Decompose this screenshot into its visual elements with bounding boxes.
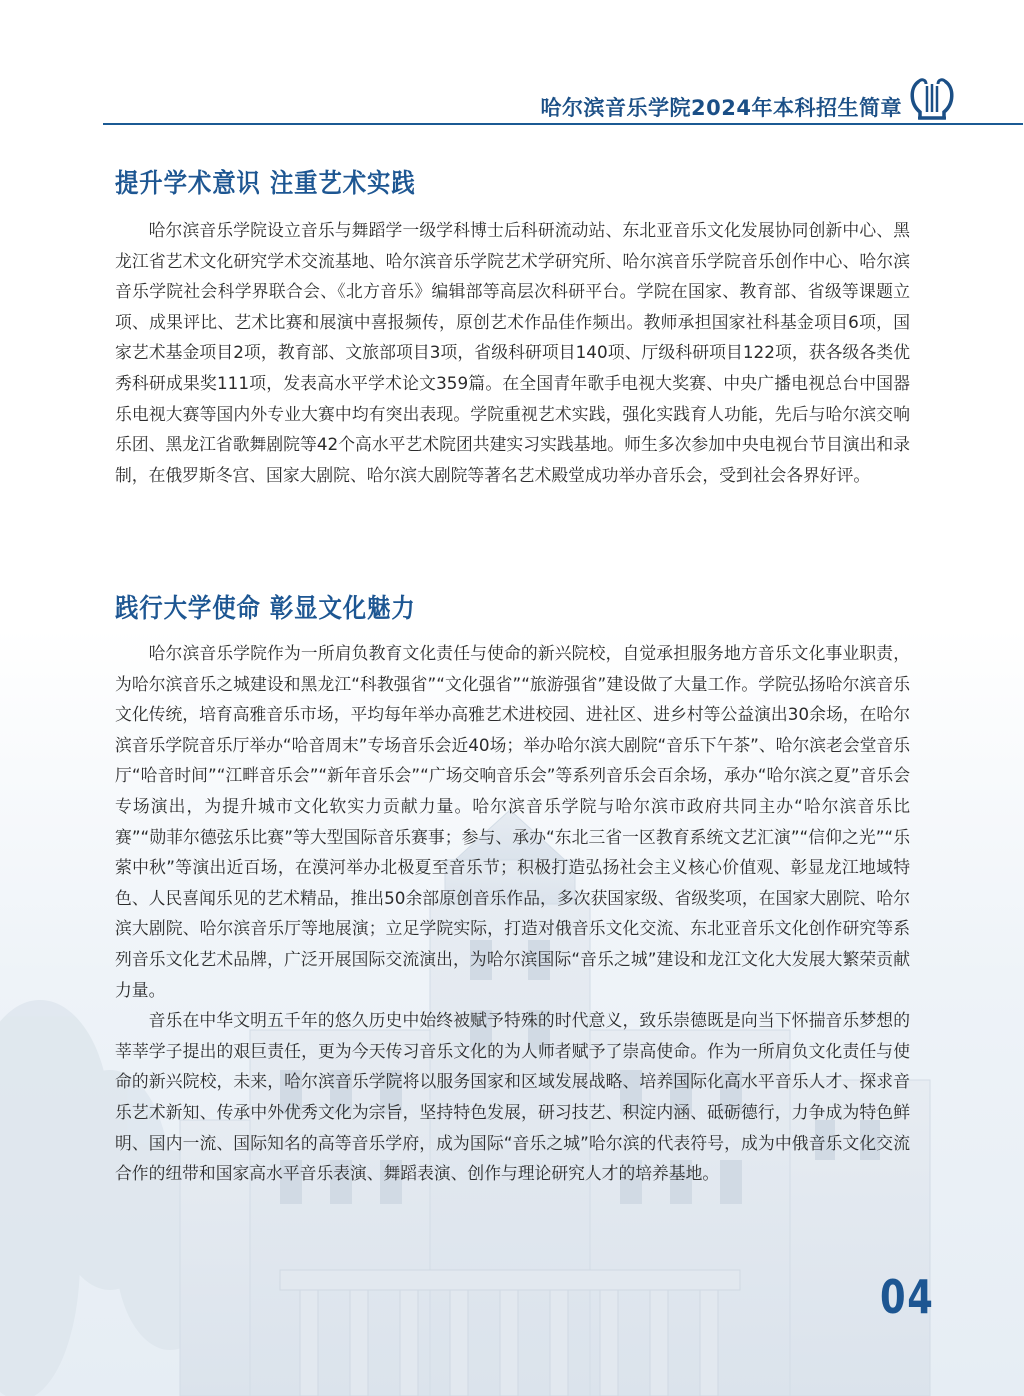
section-paragraph: 音乐在中华文明五千年的悠久历史中始终被赋予特殊的时代意义，致乐崇德既是向当下怀揣音乐梦想的莘莘学子提出的艰巨责任，更为今天传习音乐文化的为人师者赋予了崇高使命。作为一所肩负文化责任与使命的新兴院校，未来，哈尔滨音乐学院将以服务国家和区域发展战略、培养国际化高水平音乐人才、探求音乐艺术新知、传承中外优秀文化为宗旨，坚持特色发展，研习技艺、积淀内涵、砥砺德行，力争成为特色鲜明、国内一流、国际知名的高等音乐学府，成为国际“音乐之城”哈尔滨的代表符号，成为中俄音乐文化交流合作的纽带和国家高水平音乐表演、舞蹈表演、创作与理论研究人才的培养基地。 [115,1010,910,1184]
section-paragraph: 哈尔滨音乐学院作为一所肩负教育文化责任与使命的新兴院校，自觉承担服务地方音乐文化事业职责，为哈尔滨音乐之城建设和黑龙江“科教强省”“文化强省”“旅游强省”建设做了大量工作。学院弘扬哈尔滨音乐文化传统，培育高雅音乐市场，平均每年举办高雅艺术进校园、进社区、进乡村等公益演出30余场，在哈尔滨音乐学院音乐厅举办“哈音周末”专场音乐会近40场；举办哈尔滨大剧院“音乐下午茶”、哈尔滨老会堂音乐厅“哈音时间”“江畔音乐会”“新年音乐会”“广场交响音乐会”等系列音乐会百余场，承办“哈尔滨之夏”音乐会专场演出，为提升城市文化软实力贡献力量。哈尔滨音乐学院与哈尔滨市政府共同主办“哈尔滨音乐比赛”“勋菲尔德弦乐比赛”等大型国际音乐赛事；参与、承办“东北三省一区教育系统文艺汇演”“信仰之光”“乐萦中秋”等演出近百场，在漠河举办北极夏至音乐节；积极打造弘扬社会主义核心价值观、彰显龙江地域特色、人民喜闻乐见的艺术精品，推出50余部原创音乐作品，多次获国家级、省级奖项，在国家大剧院、哈尔滨大剧院、哈尔滨音乐厅等地展演；立足学院实际，打造对俄音乐文化交流、东北亚音乐文化创作研究等系列音乐文化艺术品牌，广泛开展国际交流演出，为哈尔滨国际“音乐之城”建设和龙江文化大发展大繁荣贡献力量。 [115,643,910,1000]
lyre-icon [906,74,958,124]
section-paragraph: 哈尔滨音乐学院设立音乐与舞蹈学一级学科博士后科研流动站、东北亚音乐文化发展协同创新中心、黑龙江省艺术文化研究学术交流基地、哈尔滨音乐学院艺术学研究所、哈尔滨音乐学院音乐创作中心、哈尔滨音乐学院社会科学界联合会、《北方音乐》编辑部等高层次科研平台。学院在国家、教育部、省级等课题立项、成果评比、艺术比赛和展演中喜报频传，原创艺术作品佳作频出。教师承担国家社科基金项目6项，国家艺术基金项目2项，教育部、文旅部项目3项，省级科研项目140项、厅级科研项目122项，获各级各类优秀科研成果奖111项，发表高水平学术论文359篇。在全国青年歌手电视大奖赛、中央广播电视总台中国器乐电视大赛等国内外专业大赛中均有突出表现。学院重视艺术实践，强化实践育人功能，先后与哈尔滨交响乐团、黑龙江省歌舞剧院等42个高水平艺术院团共建实习实践基地。师生多次参加中央电视台节目演出和录制，在俄罗斯冬宫、国家大剧院、哈尔滨大剧院等著名艺术殿堂成功举办音乐会，受到社会各界好评。 [115,220,910,485]
section-title: 提升学术意识 注重艺术实践 [115,169,416,199]
header-divider [103,123,1023,125]
brochure-header-title: 哈尔滨音乐学院2024年本科招生简章 [540,96,902,120]
section-university-mission [115,588,910,1189]
page-number: 04 [880,1270,935,1324]
section-academic-practice [115,163,910,490]
section-title: 践行大学使命 彰显文化魅力 [115,594,416,624]
